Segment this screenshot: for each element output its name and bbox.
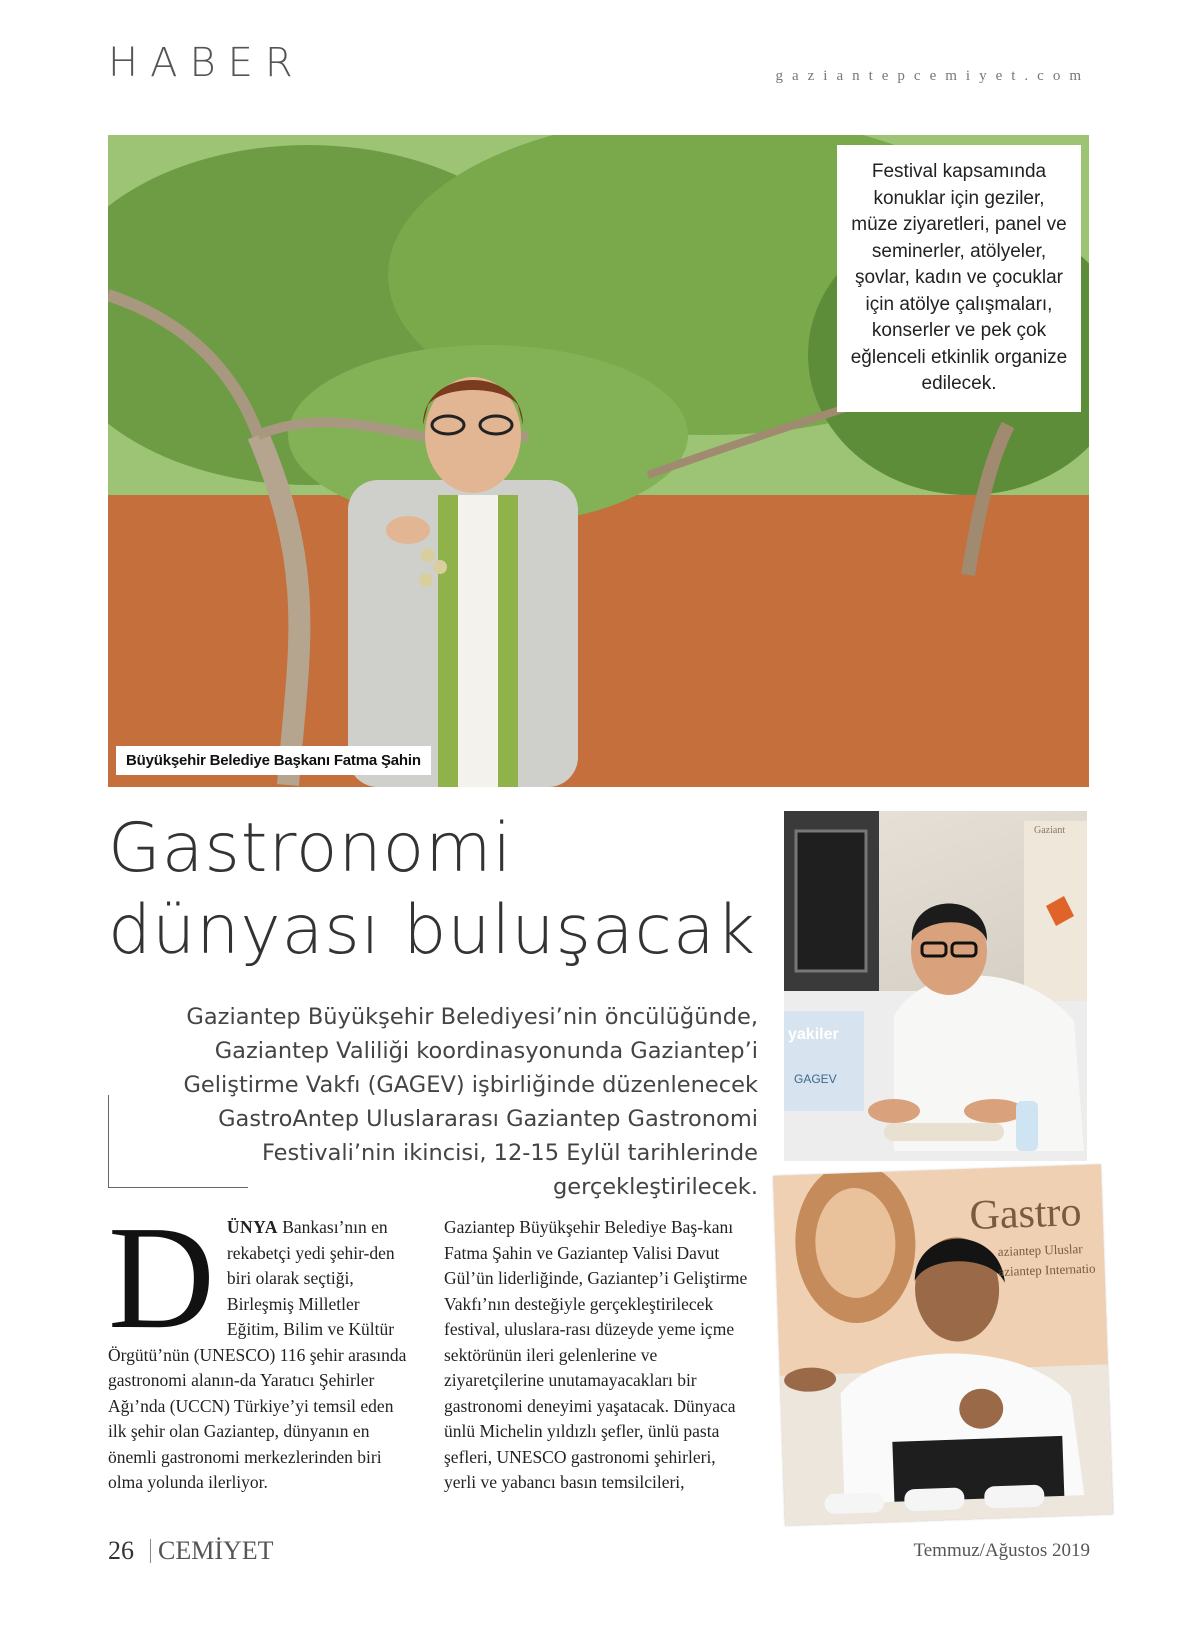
pull-quote: Festival kapsamında konuklar için geziler, müze ziyaretleri, panel ve seminerler, atölyeler, şovlar, kadın ve çocuklar için atölye çalışmaları, konserler ve pek çok eğlenceli etkinlik organize edilecek. xyxy=(837,145,1081,412)
body-column-1 xyxy=(108,1196,413,1496)
issue-date: Temmuz/Ağustos 2019 xyxy=(913,1540,1090,1561)
chef-1-banner: Gaziant xyxy=(1034,825,1066,836)
chef-2-banner: Gastro xyxy=(968,1189,1083,1239)
chef-1-sign: yakiler xyxy=(788,1026,839,1043)
chef-1-logo: GAGEV xyxy=(794,1072,837,1086)
deck-rule-vertical xyxy=(108,1095,109,1187)
column-1-text: Bankası’nın en rekabetçi yedi şehir-den biri olarak seçtiği, Birleşmiş Milletler Eğitim, Bilim ve Kültür Örgütü’nün (UNESCO) 116 şehir arasında gastronomi alanın-da Yaratıcı Şehirler Ağı’nda (UCCN) Türkiye’yi temsil eden ilk şehir olan Gaziantep, dünyanın en önemli gastronomi merkezlerinden biri olma yolunda ilerliyor. xyxy=(108,1217,407,1492)
footer-separator xyxy=(150,1539,151,1563)
chef-1-illustration xyxy=(784,811,1087,1161)
headline-line-1: Gastronomi xyxy=(108,809,513,888)
photo-caption: Büyükşehir Belediye Başkanı Fatma Şahin xyxy=(116,746,431,775)
chef-photo-2 xyxy=(773,1164,1113,1525)
article-headline xyxy=(108,808,788,972)
magazine-name: CEMİYET xyxy=(158,1536,274,1565)
site-url[interactable]: gaziantepcemiyet.com xyxy=(775,68,1090,84)
article-deck: Gaziantep Büyükşehir Belediyesi’nin öncülüğünde, Gaziantep Valiliği koordinasyonunda Gaziantep’i Geliştirme Vakfı (GAGEV) işbirliğinde düzenlenecek GastroAntep Uluslararası Gaziantep Gastronomi Festivali’nin ikincisi, 12-15 Eylül tarihlerinde gerçekleştirilecek. xyxy=(183,1004,758,1200)
dropcap: D xyxy=(108,1196,215,1360)
section-label: HABER xyxy=(108,40,305,86)
chef-2-banner-sub-1: aziantep Uluslar xyxy=(997,1241,1083,1260)
chef-2-banner-sub-2: aziantep Internatio xyxy=(998,1260,1096,1280)
chef-photo-1 xyxy=(784,811,1087,1161)
page-number: 26 xyxy=(108,1536,134,1565)
main-photo xyxy=(108,135,1089,787)
headline-line-2: dünyası buluşacak xyxy=(108,891,756,970)
body-column-2: Gaziantep Büyükşehir Belediye Baş-kanı Fatma Şahin ve Gaziantep Valisi Davut Gül’ün liderliğinde, Gaziantep’i Geliştirme Vakfı’nın desteğiyle gerçekleştirilecek festival, uluslara-rası düzeyde yeme içme sektörünün ileri gelenlerine ve ziyaretçilerine unutamayacakları bir gastronomi deneyimi yaşatacak. Dünyaca ünlü Michelin yıldızlı şefler, ünlü pasta şefleri, UNESCO gastronomi şehirleri, yerli ve yabancı basın temsilcileri, xyxy=(444,1217,748,1492)
lead-word: ÜNYA xyxy=(226,1217,278,1237)
chef-2-illustration xyxy=(773,1164,1113,1525)
deck-rule-horizontal xyxy=(108,1187,248,1188)
